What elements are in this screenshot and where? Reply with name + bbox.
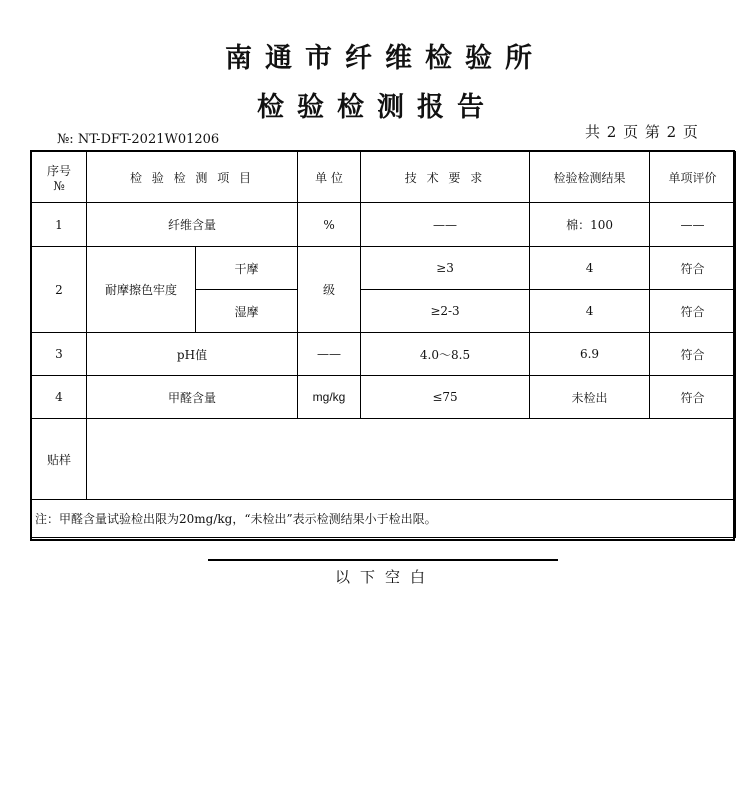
- header-row: [32, 152, 736, 203]
- report-table: [31, 151, 736, 538]
- end-divider: [208, 559, 558, 561]
- col-item-header: 检 验 检 测 项 目: [87, 152, 298, 203]
- col-unit-header: 单 位: [298, 152, 361, 203]
- row-1-requirement: ——: [361, 203, 530, 247]
- row-3-seq: 3: [32, 333, 87, 376]
- col-evaluation-header: 单项评价: [650, 152, 736, 203]
- sample-area: [87, 419, 736, 500]
- row-4-requirement: ≤75: [361, 376, 530, 419]
- row-4-item: 甲醛含量: [87, 376, 298, 419]
- row-3-unit: ——: [298, 333, 361, 376]
- row-2-dry-result: 4: [530, 247, 650, 290]
- col-requirement-header: 技 术 要 求: [361, 152, 530, 203]
- report-title: 检验检测报告: [257, 92, 497, 123]
- row-2-dry-requirement: ≥3: [361, 247, 530, 290]
- report-number: №: NT-DFT-2021W01206: [57, 132, 220, 147]
- institution-title: 南通市纤维检验所: [225, 43, 545, 74]
- row-2-wet-evaluation: 符合: [650, 290, 736, 333]
- row-3-evaluation: 符合: [650, 333, 736, 376]
- row-3-item: pH值: [87, 333, 298, 376]
- row-2-sub-wet: 湿摩: [196, 290, 298, 333]
- note-row: [32, 500, 736, 538]
- sample-label: 贴样: [32, 419, 87, 500]
- row-2-dry-evaluation: 符合: [650, 247, 736, 290]
- page-info: 共 2 页 第 2 页: [585, 123, 699, 141]
- row-1-item: 纤维含量: [87, 203, 298, 247]
- row-1-evaluation: ——: [650, 203, 736, 247]
- col-seq-label: 序号: [46, 163, 71, 178]
- note-text: 注：甲醛含量试验检出限为20mg/kg，“未检出”表示检测结果小于检出限。: [32, 500, 736, 538]
- row-4-unit: mg/kg: [298, 376, 361, 419]
- sample-row: [32, 419, 736, 500]
- row-1-unit: %: [298, 203, 361, 247]
- table-row: [32, 376, 736, 419]
- row-4-evaluation: 符合: [650, 376, 736, 419]
- row-1-result: 棉：100: [530, 203, 650, 247]
- row-2-sub-dry: 干摩: [196, 247, 298, 290]
- row-3-requirement: 4.0～8.5: [361, 333, 530, 376]
- col-seq-header: [32, 152, 87, 203]
- row-2-wet-result: 4: [530, 290, 650, 333]
- table-row: [32, 333, 736, 376]
- table-row: [32, 247, 736, 290]
- table-row: [32, 203, 736, 247]
- row-1-seq: 1: [32, 203, 87, 247]
- row-2-wet-requirement: ≥2-3: [361, 290, 530, 333]
- row-2-seq: 2: [32, 247, 87, 333]
- row-2-unit: 级: [298, 247, 361, 333]
- row-4-seq: 4: [32, 376, 87, 419]
- col-seq-sub: №: [53, 178, 65, 193]
- row-4-result: 未检出: [530, 376, 650, 419]
- row-2-item: 耐摩擦色牢度: [87, 247, 196, 333]
- col-result-header: 检验检测结果: [530, 152, 650, 203]
- end-of-report-text: 以下空白: [334, 568, 435, 586]
- row-3-result: 6.9: [530, 333, 650, 376]
